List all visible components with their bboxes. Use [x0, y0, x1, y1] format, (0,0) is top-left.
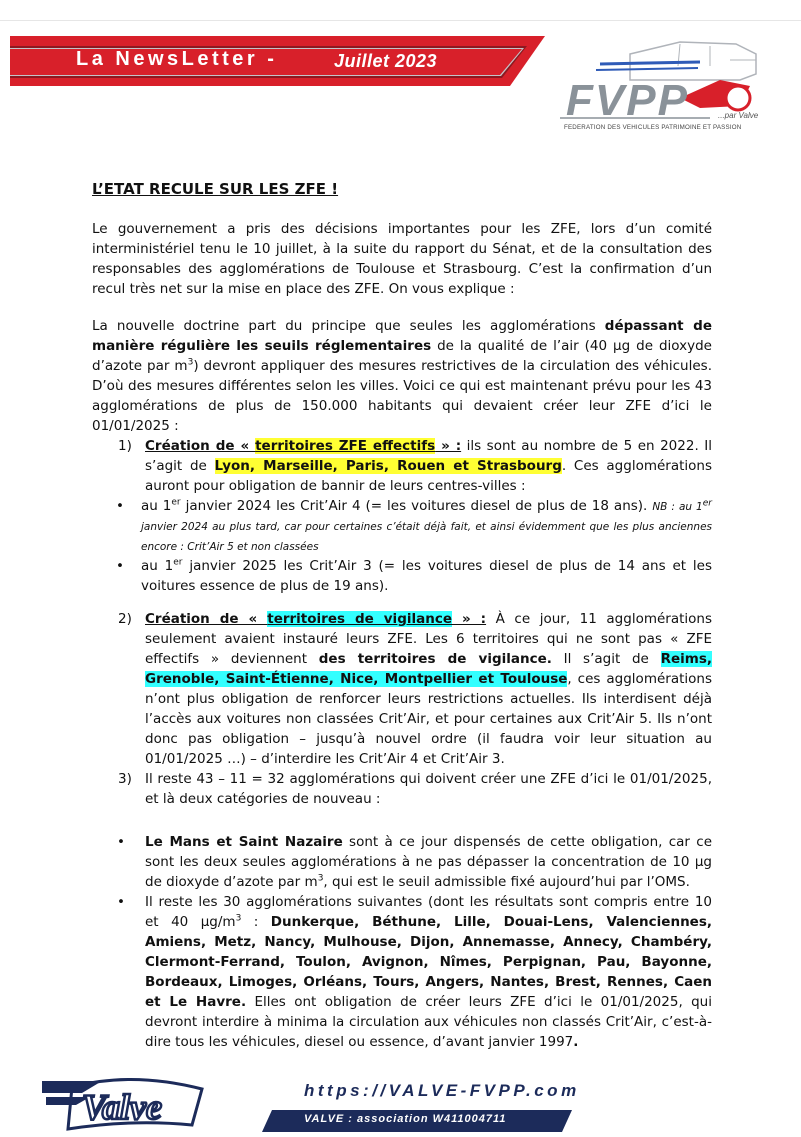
top-divider [0, 20, 801, 21]
fvpp-logo-tagline: ...par Valve [718, 111, 759, 120]
fvpp-logo [560, 36, 760, 136]
section-3-number: 3) [118, 771, 132, 787]
section-1-number: 1) [118, 438, 132, 454]
section-3-text: Il reste 43 – 11 = 32 agglomérations qui doivent créer une ZFE d’ici le 01/01/2025, et là deux catégories de nouveau : [145, 771, 712, 807]
website-link[interactable]: https://VALVE-FVPP.com [304, 1081, 580, 1100]
fvpp-logo-text: FVPP [566, 76, 689, 125]
fvpp-logo-federation: FEDERATION DES VEHICULES PATRIMOINE ET PASSION [564, 124, 742, 131]
valve-logo [42, 1075, 212, 1132]
section-2-text: Création de « territoires de vigilance » : À ce jour, 11 agglomérations seulement avaient instauré leurs ZFE. Les 6 territoires qui ne sont pas « ZFE effectifs » deviennent des territoires de vigilance. Il s’agit de Reims, Grenoble, Saint-Étienne, Nice, Montpellier et Toulouse, ces agglomérations n’ont plus obligation de renforcer leurs restrictions actuelles. Ils interdisent déjà l’accès aux voitures non classées Crit’Air, et pour certaines aux Crit’Air 5. Ils n’ont donc pas obligation – jusqu’à nouvel ordre (il faudra voir leur situation au 01/01/2025 …) – d’interdire les Crit’Air 4 et Crit’Air 3. [145, 611, 712, 767]
section-1-text: Création de « territoires ZFE effectifs » : ils sont au nombre de 5 en 2022. Il s’agit de Lyon, Marseille, Paris, Rouen et Strasbourg. Ces agglomérations auront pour obligation de bannir de leurs centres-villes : [145, 438, 712, 494]
article-heading: L’ETAT RECULE SUR LES ZFE ! [92, 180, 339, 198]
newsletter-date: Juillet 2023 [334, 51, 438, 71]
section-1-bullet-2025: • au 1er janvier 2025 les Crit’Air 3 (= les voitures diesel de plus de 14 ans et les voitures essence de plus de 19 ans). [116, 557, 712, 594]
bullet-30-agglomerations: • Il reste les 30 agglomérations suivantes (dont les résultats sont compris entre 10 et 40 $\mu g/m^3$ : Dunkerque, Béthune, Lille, Douai-Lens, Valenciennes, Amiens, Metz, Nancy, Mulhouse, Dijon, Annemasse, Annecy, Chambéry, Clermont-Ferrand, Toulon, Avignon, Nîmes, Perpignan, Pau, Bayonne, Bordeaux, Limoges, Orléans, Tours, Angers, Nantes, Brest, Rennes, Caen et Le Havre. Elles ont obligation de créer leurs ZFE d’ici le 01/01/2025, qui devront interdire à minima la circulation aux véhicules non classés Crit’Air, c’est-à-dire tous les véhicules, diesel ou essence, d’avant janvier 1997. [117, 894, 712, 1050]
bullet-le-mans: • Le Mans et Saint Nazaire sont à ce jour dispensés de cette obligation, car ce sont les deux seules agglomérations à ne pas dépasser la concentration de 10 µg de dioxyde d’azote par $m^3$, qui est le seuil admissible fixé aujourd’hui par l’OMS. [117, 834, 712, 890]
newsletter-title: La NewsLetter - [76, 48, 278, 70]
section-1 [92, 436, 712, 596]
section-1-note: NB : au 1er janvier 2024 au plus tard, car pour certaines c’était déjà fait, et ainsi évidemment que les plus anciennes encore : Crit’Air 5 et non classées [141, 498, 712, 553]
association-number: VALVE : association W411004711 [304, 1113, 507, 1125]
section-3-bullets [92, 832, 712, 1052]
section-2-number: 2) [118, 611, 132, 627]
intro-paragraph: Le gouvernement a pris des décisions importantes pour les ZFE, lors d’un comité interministériel tenu le 10 juillet, à la suite du rapport du Sénat, et de la consultation des responsables des agglomérations de Toulouse et Strasbourg. C’est la confirmation d’un recul très net sur la mise en place des ZFE. On vous explique : [92, 221, 712, 297]
valve-logo-text: Valve [82, 1087, 162, 1127]
section-1-bullet-2024: • au 1er janvier 2024 les Crit’Air 4 (= les voitures diesel de plus de 18 ans). NB : au 1er janvier 2024 au plus tard, car pour certaines c’était déjà fait, et ainsi évidemment que les plus anciennes encore : Crit’Air 5 et non classées [116, 497, 712, 553]
section-3 [92, 769, 712, 809]
section-2 [92, 609, 712, 769]
doctrine-paragraph: La nouvelle doctrine part du principe que seules les agglomérations dépassant de manière régulière les seuils réglementaires de la qualité de l’air (40 µg de dioxyde d’azote par $m^3$) devront appliquer des mesures restrictives de la circulation des véhicules. D’où des mesures différentes selon les villes. Voici ce qui est maintenant prévu pour les 43 agglomérations de plus de 150.000 habitants qui devaient créer leur ZFE d’ici le 01/01/2025 : [92, 318, 713, 434]
